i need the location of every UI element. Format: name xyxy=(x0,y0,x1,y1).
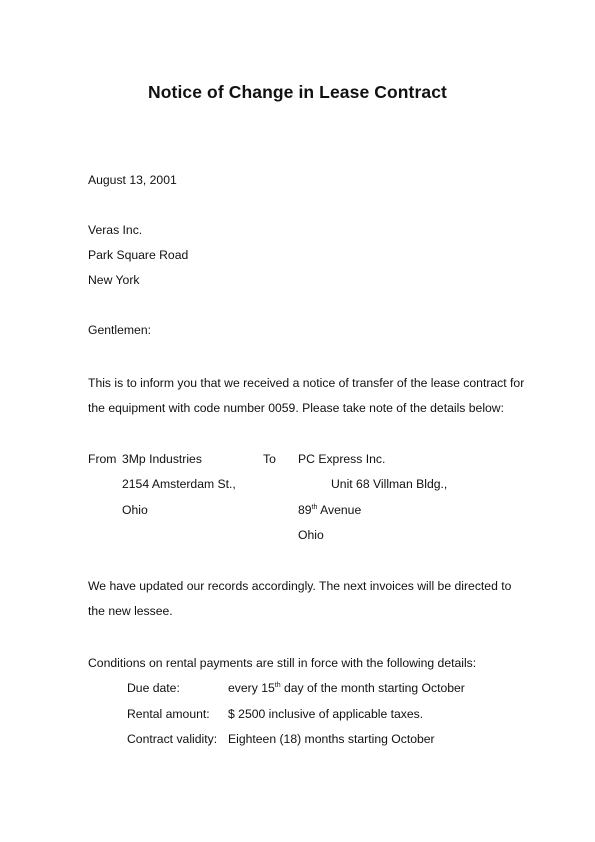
to-company: PC Express Inc. xyxy=(298,452,386,466)
from-company: 3Mp Industries xyxy=(122,452,202,466)
letter-date: August 13, 2001 xyxy=(88,173,177,187)
contract-validity-label: Contract validity: xyxy=(127,732,218,746)
due-date-label: Due date: xyxy=(127,681,180,695)
paragraph-1-line-1: This is to inform you that we received a notice of transfer of the lease contract for xyxy=(88,376,525,390)
paragraph-2-line-2: the new lessee. xyxy=(88,604,173,618)
conditions-intro: Conditions on rental payments are still in force with the following details: xyxy=(88,656,477,670)
due-date-value xyxy=(228,681,465,696)
due-date-ordinal: th xyxy=(274,681,281,689)
to-street xyxy=(298,503,361,518)
to-street-name: Avenue xyxy=(317,503,362,517)
due-date-prefix: every 15 xyxy=(228,681,275,695)
from-street: 2154 Amsterdam St., xyxy=(122,477,236,491)
paragraph-1-line-2: the equipment with code number 0059. Please take note of the details below: xyxy=(88,401,504,415)
recipient-name: Veras Inc. xyxy=(88,223,143,237)
to-street-ordinal: th xyxy=(311,503,318,511)
rental-amount-label: Rental amount: xyxy=(127,707,210,721)
to-unit: Unit 68 Villman Bldg., xyxy=(331,477,448,491)
from-state: Ohio xyxy=(122,503,148,517)
recipient-city: New York xyxy=(88,273,140,287)
contract-validity-value: Eighteen (18) months starting October xyxy=(228,732,435,746)
rental-amount-value: $ 2500 inclusive of applicable taxes. xyxy=(228,707,424,721)
recipient-street: Park Square Road xyxy=(88,248,189,262)
to-label: To xyxy=(263,452,276,466)
salutation: Gentlemen: xyxy=(88,323,152,337)
due-date-suffix: day of the month starting October xyxy=(280,681,465,695)
from-label: From xyxy=(88,452,117,466)
to-street-number: 89 xyxy=(298,503,312,517)
to-state: Ohio xyxy=(298,528,324,542)
paragraph-2-line-1: We have updated our records accordingly. The next invoices will be directed to xyxy=(88,579,512,593)
page-title: Notice of Change in Lease Contract xyxy=(147,82,447,102)
